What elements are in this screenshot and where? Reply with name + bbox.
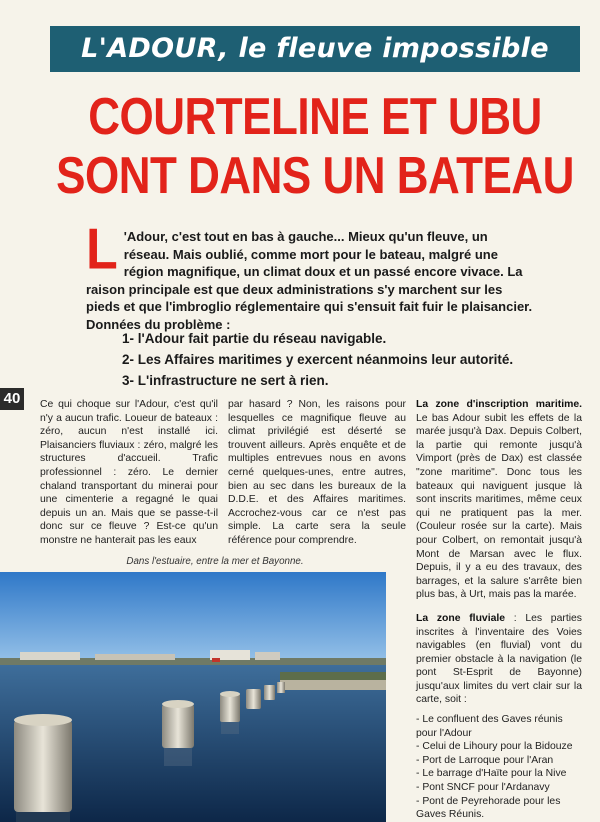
column-1 (40, 398, 218, 554)
problem-item: 1- l'Adour fait partie du réseau navigable. (122, 331, 387, 346)
list-item: - Le barrage d'Haïte pour la Nive (416, 768, 567, 780)
list-item: - Le confluent des Gaves réunis pour l'Adour (416, 714, 563, 739)
problem-item: 2- Les Affaires maritimes y exercent néanmoins leur autorité. (122, 352, 514, 367)
drop-cap: L (86, 218, 118, 282)
column-2 (228, 398, 406, 554)
section-banner: L'ADOUR, le fleuve impossible (50, 26, 580, 72)
section-fluviale-text: : Les parties inscrites à l'inventaire des Voies navigables (en fluvial) vont du premier obstacle à la navigation (le pont St-Esprit de Bayonne) jusqu'aux limites du vert clair sur la carte, soit : (416, 612, 582, 706)
problem-item: 3- L'infrastructure ne sert à rien. (122, 373, 329, 388)
problem-list (122, 328, 542, 391)
column-1-text: Ce qui choque sur l'Adour, c'est qu'il n'y a aucun trafic. Loueur de bateaux : zéro, aucun n'est installé ici. Plaisanciers fluviaux : zéro, malgré les structures d'accueil. Trafic professionnel : zéro. Le dernier chaland transportant du minerai pour une cimenterie a regagné le quai depuis un an. Mais que se passe-t-il donc sur ce fleuve ? Est-ce qu'un monstre ne hanterait pas les eaux (40, 399, 218, 546)
column-2-text: par hasard ? Non, les raisons pour lesquelles ce magnifique fleuve au climat privilégié est déserté se trouvent ailleurs. Après enquête et de multiples entrevues nous en avons cerné quelques-unes, entre autres, bien au sec dans les bureaux de la D.D.E. et des Affaires maritimes. Accrochez-vous car ce n'est pas simple. La carte sera la seule référence pour comprendre. (228, 399, 406, 546)
headline-line-2: SONT DANS UN BATEAU (56, 147, 574, 205)
estuary-photo-illustration (0, 572, 386, 822)
section-fluviale (416, 612, 582, 707)
list-item: - Pont de Peyrehorade pour les Gaves Réunis. (416, 795, 561, 821)
photo-caption: Dans l'estuaire, entre la mer et Bayonne. (126, 556, 304, 567)
section-maritime-text: Le bas Adour subit les effets de la marée jusqu'à Dax. Depuis Colbert, la partie qui remonte jusqu'à Vimport (près de Dax) est classée "zone maritime". Donc tous les bateaux qui naviguent jusque là sont inscrits maritimes, même ceux qui ne pratiquent pas la mer. (Couleur rosée sur la carte). Mais pour Colbert, on remontait jusqu'à Mont de Marsan avec le flux. Depuis, il y a eu des travaux, des barrages, et la salure s'arrête bien plus bas, à Urt, mais pas la marée. (416, 412, 582, 601)
column-3 (416, 398, 582, 822)
lead-text: 'Adour, c'est tout en bas à gauche... Mieux qu'un fleuve, un réseau. Mais oublié, comme mort pour le bateau, malgré une région magnifique, un climat doux et un passé encore vivace. La raison principale est que deux administrations s'y marchent sur les pieds et que l'imbroglio réglementaire qui s'ensuit fait fuir le plaisancier. Données du problème : (86, 229, 533, 332)
section-maritime (416, 398, 582, 602)
headline (40, 88, 590, 206)
estuary-photo (0, 572, 386, 822)
list-item: - Port de Larroque pour l'Aran (416, 754, 554, 766)
section-fluviale-title: La zone fluviale (416, 612, 506, 624)
page-number: 40 (0, 388, 24, 410)
lead-paragraph (86, 218, 534, 333)
limits-list (416, 713, 582, 822)
section-maritime-title: La zone d'inscription maritime. (416, 399, 582, 410)
headline-line-1: COURTELINE ET UBU (88, 88, 542, 146)
list-item: - Celui de Lihoury pour la Bidouze (416, 741, 573, 753)
list-item: - Pont SNCF pour l'Ardanavy (416, 782, 550, 794)
